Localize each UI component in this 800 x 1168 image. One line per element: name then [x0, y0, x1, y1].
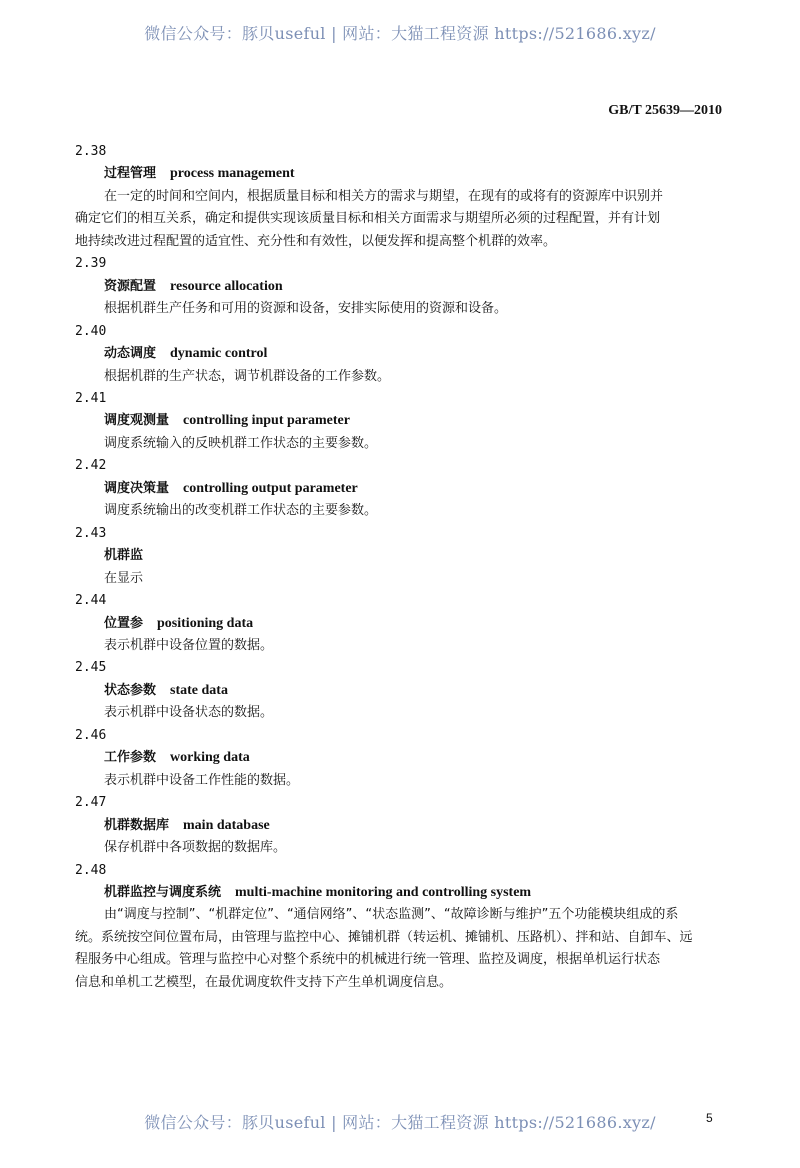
definition	[75, 500, 725, 522]
term-chinese: 状态参数	[104, 682, 157, 698]
term-english: controlling input parameter	[183, 413, 350, 429]
term-chinese: 机群监控与调度系统	[104, 884, 222, 900]
definition	[75, 635, 725, 657]
term-chinese: 资源配置	[104, 278, 157, 294]
definition-line: 由“调度与控制”、“机群定位”、“通信网络”、“状态监测”、“故障诊断与维护”五个功能模块组成的系	[104, 907, 679, 923]
definition-line: 根据机群的生产状态，调节机群设备的工作参数。	[104, 368, 391, 384]
term-english: resource allocation	[170, 278, 283, 294]
term-entry	[75, 523, 725, 590]
entry-number: 2.46	[75, 727, 107, 743]
term-heading	[75, 478, 725, 500]
definition-line: 表示机群中设备工作性能的数据。	[104, 772, 300, 788]
term-english: state data	[170, 682, 228, 698]
entry-number: 2.44	[75, 593, 107, 609]
term-entry	[75, 725, 725, 792]
definition-line: 调度系统输出的改变机群工作状态的主要参数。	[104, 503, 378, 519]
watermark-top: 微信公众号：豚贝useful | 网站：大猫工程资源 https://521686.xyz/	[144, 24, 656, 43]
definition-line: 程服务中心组成。管理与监控中心对整个系统中的机械进行统一管理、监控及调度，根据单机运行状态	[75, 952, 661, 968]
standard-code: GB/T 25639—2010	[608, 103, 722, 118]
term-chinese: 调度观测量	[104, 413, 170, 429]
definition	[75, 366, 725, 388]
entry-number: 2.40	[75, 323, 107, 339]
term-entry	[75, 792, 725, 859]
term-entry	[75, 657, 725, 724]
definition-line: 确定它们的相互关系，确定和提供实现该质量目标和相关方面需求与期望所必须的过程配置，并有计划	[75, 211, 661, 227]
term-chinese: 位置参	[104, 615, 144, 631]
term-entry	[75, 253, 725, 320]
entry-number: 2.39	[75, 256, 107, 272]
definition-line: 保存机群中各项数据的数据库。	[104, 840, 287, 856]
definition-line: 信息和单机工艺模型，在最优调度软件支持下产生单机调度信息。	[75, 974, 453, 990]
entry-number: 2.38	[75, 144, 107, 159]
definition	[75, 904, 725, 994]
definition-line: 根据机群生产任务和可用的资源和设备，安排实际使用的资源和设备。	[104, 301, 508, 317]
term-heading	[75, 680, 725, 702]
term-entry	[75, 141, 725, 253]
term-heading	[75, 815, 725, 837]
definition-line: 表示机群中设备位置的数据。	[104, 637, 274, 653]
term-heading	[75, 545, 725, 567]
term-english: controlling output parameter	[183, 480, 358, 496]
term-chinese: 机群监	[104, 548, 144, 564]
term-chinese: 工作参数	[104, 750, 157, 766]
term-english: dynamic control	[170, 346, 268, 362]
term-heading	[75, 613, 725, 635]
document-body	[75, 141, 725, 994]
entry-number: 2.43	[75, 525, 107, 541]
term-entry	[75, 860, 725, 995]
definition	[75, 837, 725, 859]
entry-number: 2.47	[75, 795, 107, 811]
term-heading	[75, 882, 725, 904]
entry-number: 2.42	[75, 458, 107, 474]
term-heading	[75, 747, 725, 769]
term-english: process management	[170, 166, 295, 182]
definition	[75, 433, 725, 455]
definition	[75, 568, 725, 590]
definition-line: 在一定的时间和空间内，根据质量目标和相关方的需求与期望，在现有的或将有的资源库中识别并	[104, 188, 664, 204]
definition	[75, 298, 725, 320]
watermark-bottom: 微信公众号：豚贝useful | 网站：大猫工程资源 https://521686.xyz/	[144, 1113, 656, 1132]
term-entry	[75, 321, 725, 388]
definition	[75, 702, 725, 724]
definition-line: 表示机群中设备状态的数据。	[104, 705, 274, 721]
term-chinese: 动态调度	[104, 346, 157, 362]
term-english: positioning data	[157, 615, 254, 631]
term-heading	[75, 410, 725, 432]
definition-line: 统。系统按空间位置布局，由管理与监控中心、摊铺机群（转运机、摊铺机、压路机）、拌和站、自卸车、远	[75, 929, 693, 945]
page-number: 5	[706, 1111, 713, 1125]
term-entry	[75, 590, 725, 657]
entry-number: 2.48	[75, 862, 107, 878]
term-chinese: 过程管理	[104, 166, 157, 182]
term-heading	[75, 163, 725, 185]
definition-line: 在显示	[104, 570, 144, 586]
term-english: multi-machine monitoring and controlling system	[235, 884, 532, 900]
definition	[75, 186, 725, 253]
term-entry	[75, 388, 725, 455]
definition	[75, 770, 725, 792]
term-heading	[75, 343, 725, 365]
term-english: working data	[170, 750, 250, 766]
entry-number: 2.41	[75, 390, 107, 406]
term-heading	[75, 276, 725, 298]
definition-line: 调度系统输入的反映机群工作状态的主要参数。	[104, 435, 378, 451]
term-english: main database	[183, 817, 270, 833]
term-chinese: 机群数据库	[104, 817, 170, 833]
entry-number: 2.45	[75, 660, 107, 676]
definition-line: 地持续改进过程配置的适宜性、充分性和有效性，以便发挥和提高整个机群的效率。	[75, 233, 557, 249]
term-entry	[75, 455, 725, 522]
term-chinese: 调度决策量	[104, 480, 170, 496]
